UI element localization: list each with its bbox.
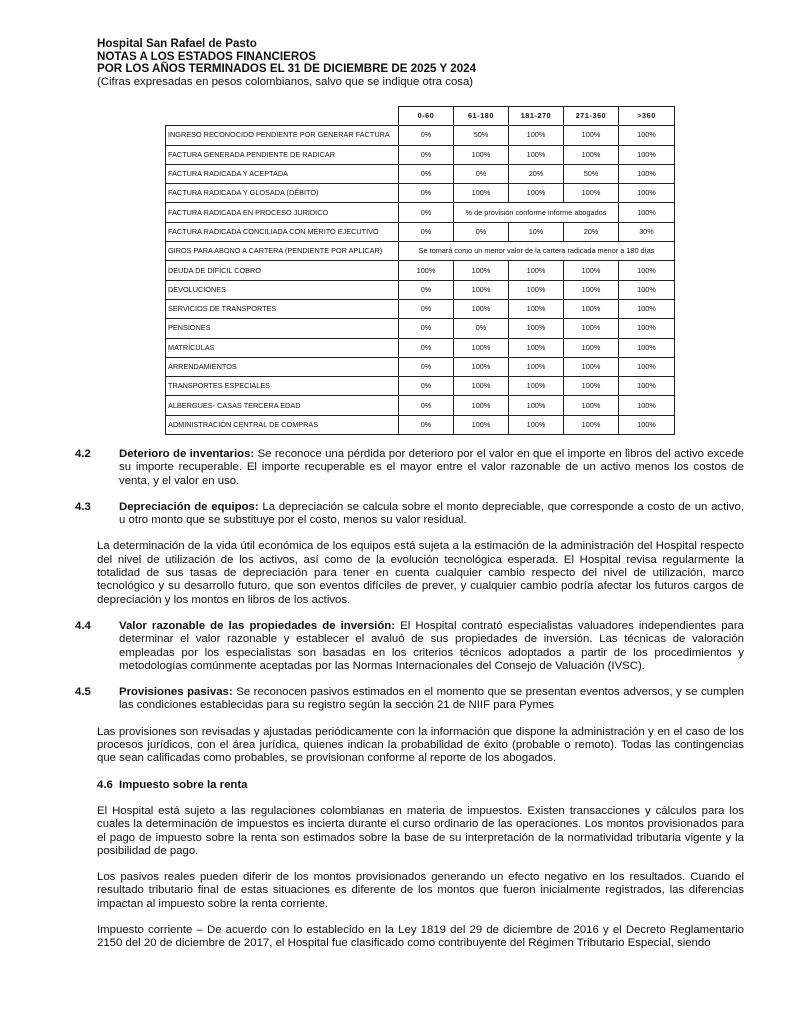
table-row bbox=[166, 222, 675, 241]
table-cell: 100% bbox=[564, 319, 619, 338]
row-label: TRANSPORTES ESPECIALES bbox=[166, 377, 399, 396]
table-row bbox=[166, 396, 675, 415]
row-label: FACTURA RADICADA Y GLOSADA (DÉBITO) bbox=[166, 184, 399, 203]
table-cell: 50% bbox=[454, 126, 509, 145]
table-header-row bbox=[166, 107, 675, 126]
table-cell: 100% bbox=[619, 280, 675, 299]
table-cell: 100% bbox=[454, 261, 509, 280]
section-number: 4.5 bbox=[75, 686, 91, 699]
table-cell: 100% bbox=[454, 377, 509, 396]
table-cell: 100% bbox=[619, 261, 675, 280]
table-cell: 100% bbox=[619, 377, 675, 396]
table-cell: 100% bbox=[509, 261, 564, 280]
paragraph-tax-1: El Hospital está sujeto a las regulaciones colombianas en materia de impuestos. Existen transacciones y cálculos para los cuales la determinación de impuestos es incierta durante el curso ordinario de las operaciones. Los montos provisionados para el pago de impuesto sobre la renta son estimados sobre la base de su interpretación de la normatividad tributaria vigente y la posibilidad de pago. bbox=[97, 804, 744, 857]
table-cell: 0% bbox=[454, 222, 509, 241]
row-label: ADMINISTRACIÓN CENTRAL DE COMPRAS bbox=[166, 415, 399, 434]
provision-table bbox=[165, 106, 675, 435]
row-label: SERVICIOS DE TRANSPORTES bbox=[166, 299, 399, 318]
section-text: Se reconoce una pérdida por deterioro por el valor en que el importe en libros del activo excede su importe recuperable. El importe recuperable es el mayor entre el valor razonable de un activo menos los costos de venta, y el valor en uso. bbox=[119, 448, 744, 487]
table-row bbox=[166, 126, 675, 145]
table-cell: 100% bbox=[564, 338, 619, 357]
table-cell: 100% bbox=[509, 415, 564, 434]
table-cell: 100% bbox=[509, 396, 564, 415]
table-cell: 0% bbox=[399, 357, 454, 376]
table-cell: 0% bbox=[399, 145, 454, 164]
section-title: Valor razonable de las propiedades de inversión: bbox=[119, 619, 396, 632]
table-cell: 0% bbox=[399, 126, 454, 145]
table-cell: 100% bbox=[564, 415, 619, 434]
section-4-2 bbox=[75, 448, 744, 488]
table-row bbox=[166, 415, 675, 434]
table-cell: 100% bbox=[454, 415, 509, 434]
table-row bbox=[166, 145, 675, 164]
table-cell: 100% bbox=[564, 261, 619, 280]
document-header bbox=[97, 38, 717, 88]
table-cell: 30% bbox=[619, 222, 675, 241]
table-cell: 0% bbox=[399, 222, 454, 241]
table-cell: 100% bbox=[454, 396, 509, 415]
column-header: >360 bbox=[619, 107, 675, 126]
table-cell: 100% bbox=[564, 126, 619, 145]
table-cell: 100% bbox=[619, 299, 675, 318]
table-cell: % de provisión conforme informe abogados bbox=[454, 203, 619, 222]
row-label: FACTURA RADICADA EN PROCESO JURIDICO bbox=[166, 203, 399, 222]
row-label: ARRENDAMIENTOS bbox=[166, 357, 399, 376]
table-cell: 100% bbox=[454, 357, 509, 376]
table-cell: 50% bbox=[564, 164, 619, 183]
row-label: MATRÍCULAS bbox=[166, 338, 399, 357]
table-cell: 100% bbox=[619, 164, 675, 183]
row-label: FACTURA GENERADA PENDIENTE DE RADICAR bbox=[166, 145, 399, 164]
table-row bbox=[166, 184, 675, 203]
document-title: NOTAS A LOS ESTADOS FINANCIEROS bbox=[97, 49, 317, 63]
section-title: Impuesto sobre la renta bbox=[119, 778, 248, 791]
row-label: ALBERGUES- CASAS TERCERA EDAD bbox=[166, 396, 399, 415]
section-text: Se reconocen pasivos estimados en el momento que se presentan eventos adversos, y se cumplen las condiciones establecidas para su registro según la sección 21 de NIIF para Pymes bbox=[119, 686, 745, 712]
section-4-4 bbox=[75, 619, 744, 673]
table-cell: 0% bbox=[399, 377, 454, 396]
table-row bbox=[166, 242, 675, 261]
table-cell: 100% bbox=[509, 145, 564, 164]
section-text: El Hospital contrató especialistas valuadores independientes para determinar el valor razonable y establecer el avaluó de sus propiedades de inversión. Las técnicas de valoración empleadas por los especialistas son basadas en los criterios técnicos adoptados a partir de los procedimientos y metodologías comúnmente aceptadas por las Normas Internacionales del Consejo de Valuación (IVSC). bbox=[119, 619, 744, 672]
table-cell: 100% bbox=[509, 319, 564, 338]
paragraph-useful-life: La determinación de la vida útil económica de los equipos está sujeta a la estimación de la administración del Hospital respecto del nivel de utilización de los activos, así como de la evolución tecnológica esperada. El Hospital revisa regularmente la totalidad de sus tasas de depreciación para tener en cuenta cualquier cambio respecto del nivel de utilización, marco tecnológico y su desarrollo futuro, que son eventos difíciles de prever, y cualquier cambio podría afectar los futuros cargos de depreciación y los montos en libros de los activos. bbox=[97, 540, 744, 606]
table-cell: 100% bbox=[564, 280, 619, 299]
table-cell: 100% bbox=[509, 280, 564, 299]
table-row bbox=[166, 357, 675, 376]
table-cell: 0% bbox=[399, 415, 454, 434]
table-cell: 100% bbox=[619, 184, 675, 203]
table-cell: 20% bbox=[564, 222, 619, 241]
period-title: POR LOS AÑOS TERMINADOS EL 31 DE DICIEMBRE DE 2025 Y 2024 bbox=[97, 62, 477, 76]
table-cell: 100% bbox=[564, 396, 619, 415]
row-label: FACTURA RADICADA CONCILIADA CON MÉRITO EJECUTIVO bbox=[166, 222, 399, 241]
table-cell: 100% bbox=[509, 299, 564, 318]
table-row bbox=[166, 164, 675, 183]
table-cell: 100% bbox=[454, 299, 509, 318]
section-number: 4.6 bbox=[97, 778, 113, 791]
column-header: 271-360 bbox=[564, 107, 619, 126]
table-row bbox=[166, 319, 675, 338]
row-label: INGRESO RECONOCIDO PENDIENTE POR GENERAR FACTURA bbox=[166, 126, 399, 145]
table-cell: 100% bbox=[564, 377, 619, 396]
section-number: 4.2 bbox=[75, 448, 91, 460]
table-row bbox=[166, 377, 675, 396]
currency-note: (Cifras expresadas en pesos colombianos, salvo que se indique otra cosa) bbox=[97, 75, 474, 88]
table-cell: 100% bbox=[619, 357, 675, 376]
table-cell: 100% bbox=[509, 357, 564, 376]
section-number: 4.4 bbox=[75, 619, 91, 632]
table-row bbox=[166, 338, 675, 357]
table-corner bbox=[166, 107, 399, 126]
table-cell: 100% bbox=[509, 184, 564, 203]
table-cell: 100% bbox=[619, 396, 675, 415]
table-cell: 100% bbox=[564, 145, 619, 164]
table-cell: 100% bbox=[564, 299, 619, 318]
column-header: 181-270 bbox=[509, 107, 564, 126]
table-cell: 100% bbox=[564, 184, 619, 203]
table-row bbox=[166, 261, 675, 280]
table-cell: 100% bbox=[454, 184, 509, 203]
section-4-3 bbox=[75, 500, 744, 528]
table-cell: 100% bbox=[564, 357, 619, 376]
table-cell: 100% bbox=[619, 126, 675, 145]
section-number: 4.3 bbox=[75, 500, 91, 513]
section-title: Provisiones pasivas: bbox=[119, 686, 233, 699]
row-label: FACTURA RADICADA Y ACEPTADA bbox=[166, 164, 399, 183]
notes-body bbox=[75, 448, 745, 951]
row-label: DEVOLUCIONES bbox=[166, 280, 399, 299]
table-cell: 0% bbox=[454, 319, 509, 338]
table-cell: 100% bbox=[399, 261, 454, 280]
table-row bbox=[166, 280, 675, 299]
table-cell: 0% bbox=[399, 299, 454, 318]
table-cell: 0% bbox=[454, 164, 509, 183]
table-cell: 100% bbox=[619, 338, 675, 357]
table-cell: 100% bbox=[619, 415, 675, 434]
row-label: GIROS PARA ABONO A CARTERA (PENDIENTE POR APLICAR) bbox=[166, 242, 399, 261]
section-text: La depreciación se calcula sobre el monto depreciable, que corresponde a costo de un activo, u otro monto que se substituye por el costo, menos su valor residual. bbox=[119, 500, 744, 527]
table-cell: 0% bbox=[399, 184, 454, 203]
table-cell: Se tomará como un menor valor de la cartera radicada menor a 180 días bbox=[399, 242, 675, 261]
table-cell: 0% bbox=[399, 203, 454, 222]
table-cell: 10% bbox=[509, 222, 564, 241]
column-header: 61-180 bbox=[454, 107, 509, 126]
section-4-5 bbox=[75, 686, 745, 713]
column-header: 0-60 bbox=[399, 107, 454, 126]
paragraph-tax-3: Impuesto corriente – De acuerdo con lo establecido en la Ley 1819 del 29 de diciembre de 2016 y el Decreto Reglamentario 2150 del 20 de diciembre de 2017, el Hospital fue clasificado como contribuyente del Régimen Tributario Especial, siendo bbox=[97, 924, 744, 950]
table-cell: 100% bbox=[454, 145, 509, 164]
table-cell: 0% bbox=[399, 338, 454, 357]
paragraph-provisions: Las provisiones son revisadas y ajustadas periódicamente con la información que dispone la administración y en el caso de los procesos jurídicos, con el área jurídica, quienes indican la probabilidad de éxito (probable o remoto). Todas las contingencias que sean calificadas como probables, se provisionan conforme al reporte de los abogados. bbox=[97, 725, 744, 765]
section-title: Deterioro de inventarios: bbox=[119, 448, 255, 460]
row-label: PENSIONES bbox=[166, 319, 399, 338]
table-cell: 100% bbox=[509, 126, 564, 145]
table-cell: 0% bbox=[399, 280, 454, 299]
table-cell: 100% bbox=[454, 280, 509, 299]
table-cell: 100% bbox=[619, 145, 675, 164]
hospital-name: Hospital San Rafael de Pasto bbox=[97, 37, 257, 50]
row-label: DEUDA DE DIFÍCIL COBRO bbox=[166, 261, 399, 280]
table-row bbox=[166, 203, 675, 222]
section-4-6 bbox=[97, 779, 744, 792]
table-cell: 100% bbox=[454, 338, 509, 357]
table-cell: 100% bbox=[619, 203, 675, 222]
table-cell: 0% bbox=[399, 396, 454, 415]
table-cell: 20% bbox=[509, 164, 564, 183]
section-title: Depreciación de equipos: bbox=[119, 500, 259, 513]
table-cell: 0% bbox=[399, 164, 454, 183]
table-cell: 100% bbox=[509, 338, 564, 357]
table-cell: 100% bbox=[619, 319, 675, 338]
table-cell: 100% bbox=[509, 377, 564, 396]
paragraph-tax-2: Los pasivos reales pueden diferir de los montos provisionados generando un efecto negativo en los resultados. Cuando el resultado tributario final de estas situaciones es diferente de los montos que fueron inicialmente registrados, las diferencias impactan al impuesto sobre la renta corriente. bbox=[97, 871, 744, 910]
table-row bbox=[166, 299, 675, 318]
table-cell: 0% bbox=[399, 319, 454, 338]
